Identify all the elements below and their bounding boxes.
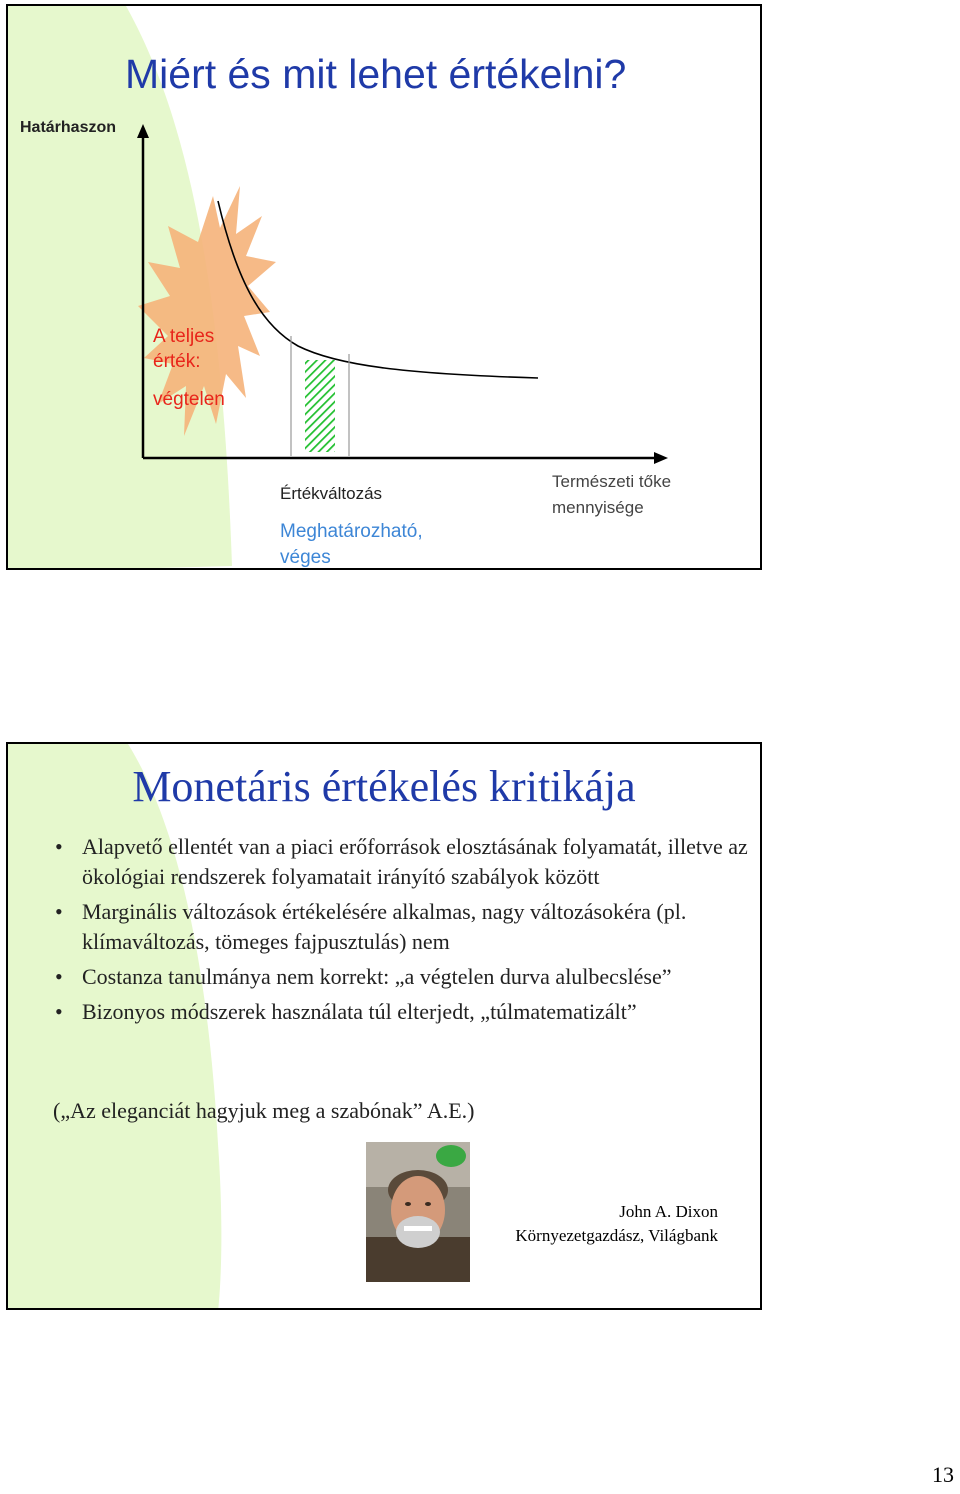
x-axis-label-line1: Természeti tőke xyxy=(552,472,672,491)
total-value-line3: végtelen xyxy=(153,389,225,410)
bullet-text: Costanza tanulmánya nem korrekt: „a végtelen durva alulbecslése” xyxy=(82,964,672,989)
change-value-line2: véges xyxy=(280,547,331,568)
bullet-list xyxy=(53,832,753,1032)
person-name: John A. Dixon xyxy=(619,1202,718,1221)
photo-credit xyxy=(515,1200,718,1248)
change-value-line1: Meghatározható, xyxy=(280,521,423,542)
total-value-line1: A teljes xyxy=(153,326,215,347)
x-axis-arrow xyxy=(654,452,668,464)
hatched-change-area xyxy=(305,360,335,452)
y-axis-label: Határhaszon xyxy=(20,119,117,136)
portrait-photo xyxy=(366,1142,470,1282)
slide1-title: Miért és mit lehet értékelni? xyxy=(125,51,627,97)
bullet-text: Bizonyos módszerek használata túl elterjedt, „túlmatematizált” xyxy=(82,999,637,1024)
bullet-item xyxy=(53,962,753,992)
slide2-title: Monetáris értékelés kritikája xyxy=(132,762,636,811)
bullet-item xyxy=(53,832,753,892)
slide-marginal-value xyxy=(6,4,762,570)
bullet-dot-icon: • xyxy=(55,999,63,1024)
marginal-value-curve xyxy=(218,201,538,378)
bullet-text: Alapvető ellentét van a piaci erőforrások elosztásának folyamatát, illetve az ökológiai rendszerek folyamatait irányító szabályok között xyxy=(82,834,748,889)
bullet-item xyxy=(53,897,753,957)
quote-note: („Az eleganciát hagyjuk meg a szabónak” A.E.) xyxy=(53,1098,475,1123)
page-number: 13 xyxy=(932,1462,954,1487)
bullet-dot-icon: • xyxy=(55,834,63,859)
x-axis-label-line2: mennyisége xyxy=(552,498,644,517)
change-label: Értékváltozás xyxy=(280,484,383,503)
bullet-dot-icon: • xyxy=(55,964,63,989)
person-role: Környezetgazdász, Világbank xyxy=(515,1226,718,1245)
bullet-dot-icon: • xyxy=(55,899,63,924)
bullet-item xyxy=(53,997,753,1027)
total-value-line2: érték: xyxy=(153,351,201,372)
bullet-text: Marginális változások értékelésére alkalmas, nagy változásokéra (pl. klímaváltozás, tömeges fajpusztulás) nem xyxy=(82,899,687,954)
slide-monetary-critique xyxy=(6,742,762,1310)
